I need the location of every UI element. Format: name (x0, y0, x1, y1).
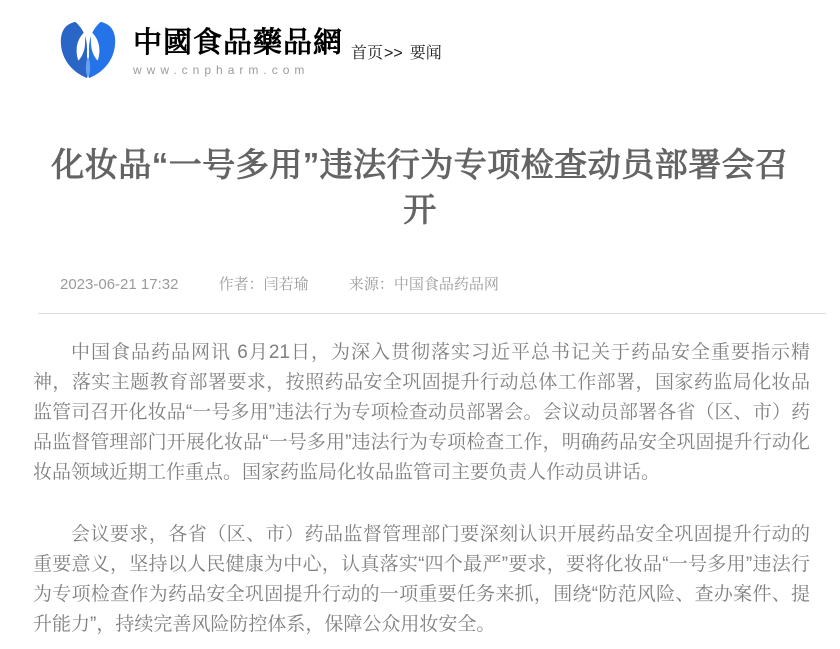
breadcrumb-section-link[interactable]: 要闻 (409, 45, 442, 62)
author-group (219, 276, 309, 293)
logo-text (133, 16, 343, 77)
article (0, 142, 840, 640)
logo-icon (55, 16, 121, 82)
article-title: 化妆品“一号多用”违法行为专项检查动员部署会召开 (51, 146, 789, 228)
source-name: 中国食品药品网 (393, 276, 499, 293)
breadcrumb-home-link[interactable]: 首页 (351, 45, 384, 62)
source-label: 来源： (348, 276, 394, 293)
breadcrumb-separator: >> (384, 45, 403, 62)
logo-url: www.cnpharm.com (133, 63, 310, 77)
author-label: 作者： (218, 276, 264, 293)
site-header (0, 0, 840, 86)
article-body (0, 338, 840, 640)
site-logo[interactable] (55, 16, 343, 82)
source-group (349, 276, 499, 293)
paragraph: 会议要求，各省（区、市）药品监督管理部门要深刻认识开展药品安全巩固提升行动的重要意义，坚持以人民健康为中心，认真落实“四个最严”要求，要将化妆品“一号多用”违法行为专项检查作为药品安全巩固提升行动的一项重要任务来抓，围绕“防范风险、查办案件、提升能力”，持续完善风险防控体系，保障公众用妆安全。 (33, 524, 810, 635)
paragraph: 中国食品药品网讯 6月21日，为深入贯彻落实习近平总书记关于药品安全重要指示精神，落实主题教育部署要求，按照药品安全巩固提升行动总体工作部署，国家药监局化妆品监管司召开化妆品“一号多用”违法行为专项检查动员部署会。会议动员部署各省（区、市）药品监督管理部门开展化妆品“一号多用”违法行为专项检查工作，明确药品安全巩固提升行动化妆品领域近期工作重点。国家药监局化妆品监管司主要负责人作动员讲话。 (33, 342, 810, 483)
meta-divider (38, 313, 826, 314)
breadcrumb (351, 40, 442, 63)
article-meta (0, 276, 840, 294)
author-name: 闫若瑜 (263, 276, 309, 293)
publish-date: 2023-06-21 17:32 (60, 276, 179, 293)
logo-title: 中國食品藥品網 (133, 25, 344, 59)
